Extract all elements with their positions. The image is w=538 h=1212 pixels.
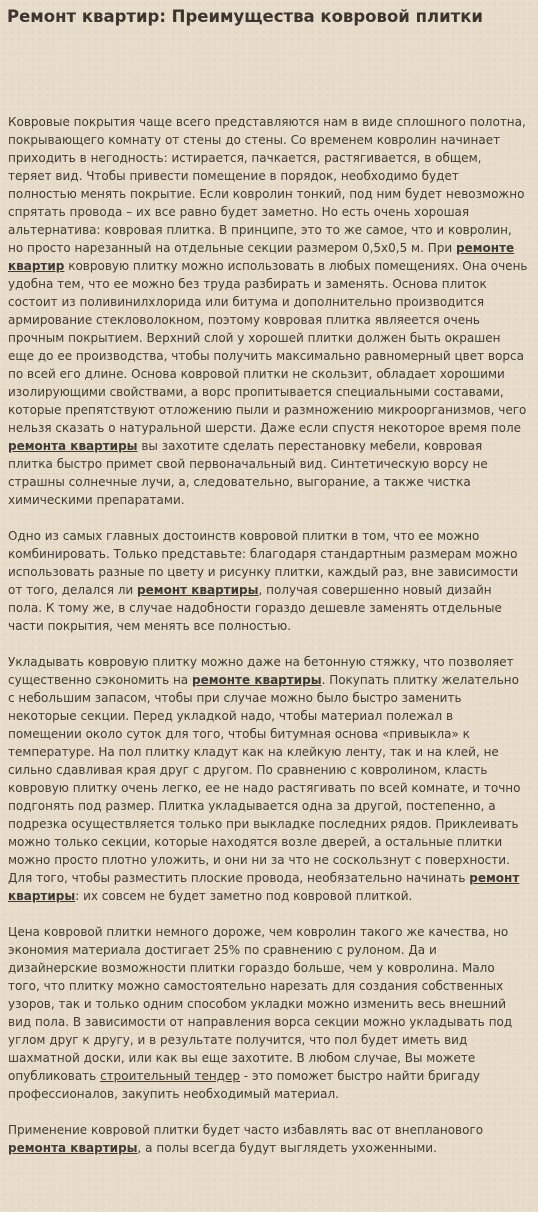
paragraph-4 <box>8 923 528 1103</box>
repair-link[interactable]: ремонта квартиры <box>8 439 138 453</box>
repair-link[interactable]: ремонт квартиры <box>8 871 520 903</box>
paragraph-3 <box>8 653 528 905</box>
paragraph-text: Цена ковровой плитки немного дороже, чем ковролин такого же качества, но экономия материала достигает 25% по сравнению с рулоном. Да и дизайнерские возможности плитки гораздо больше, чем у ковролина. Мало того, что плитку можно самостоятельно нарезать для создания собственных узоров, так и только одним способом укладки можно изменить весь внешний вид пола. В зависимости от направления ворса секции можно укладывать под углом друг к другу, и в результате получится, что пол будет иметь вид шахматной доски, или как вы еще захотите. В любом случае, Вы можете опубликовать <box>8 925 513 1083</box>
paragraph-text: - это поможет быстро найти бригаду профессионалов, закупить необходимый материал. <box>8 1069 480 1101</box>
article-body <box>8 113 528 1175</box>
repair-link[interactable]: ремонте квартиры <box>191 673 322 687</box>
paragraph-text: Одно из самых главных достоинств ковровой плитки в том, что ее можно комбинировать. Только представьте: благодаря стандартным размерам можно использовать разные по цвету и рисунку плитки, каждый раз, вне зависимости от того, делался ли <box>8 529 519 597</box>
repair-link[interactable]: ремонта квартиры <box>8 1141 138 1155</box>
repair-link[interactable]: ремонте квартир <box>8 241 515 273</box>
repair-link[interactable]: ремонт квартиры <box>137 583 259 597</box>
tender-link[interactable]: строительный тендер <box>100 1069 240 1083</box>
paragraph-text: Укладывать ковровую плитку можно даже на бетонную стяжку, что позволяет существенно сэкономить на <box>8 655 514 687</box>
paragraph-text: ковровую плитку можно использовать в любых помещениях. Она очень удобна тем, что ее можно без труда разбирать и заменять. Основа плиток состоит из поливинилхлорида или битума и дополнительно производится армирование стекловолокном, поэтому ковровая плитка являеется очень прочным покрытием. Верхний слой у хорошей плитки должен быть окрашен еще до ее производства, чтобы получить максимально равномерный цвет ворса по всей его длине. Основа ковровой плитки не скользит, обладает хорошими изолирующими свойствами, а ворс пропитывается специальными составами, которые препятствуют отложению пыли и размножению микроорганизмов, чего нельзя сказать о натуральной шерсти. Даже если спустя некоторое время поле <box>8 259 528 435</box>
paragraph-text: Применение ковровой плитки будет часто избавлять вас от внепланового <box>8 1123 484 1137</box>
paragraph-text: . Покупать плитку желательно с небольшим запасом, чтобы при случае можно было быстро заменить некоторые секции. Перед укладкой надо, чтобы материал полежал в помещении около суток для того, чтобы битумная основа «привыкла» к температуре. На пол плитку кладут как на клейкую ленту, так и на клей, не сильно сдавливая края друг с другом. По сравнению с ковролином, класть ковровую плитку очень легко, ее не надо растягивать по всей комнате, и точно подгонять под размер. Плитка укладывается одна за другой, постепенно, а подрезка осуществляется только при выкладке последних рядов. Приклеивать можно только секции, которые находятся возле дверей, а остальные плитки можно просто плотно уложить, и они ни за что не соскользнут с поверхности. Для того, чтобы разместить плоские провода, необязательно начинать <box>8 673 521 885</box>
paragraph-2 <box>8 527 528 635</box>
paragraph-5 <box>8 1121 528 1157</box>
paragraph-text: вы захотите сделать перестановку мебели, ковровая плитка быстро примет свой первоначальный вид. Синтетическую ворсу не страшны солнечные лучи, а, следовательно, выгорание, а также чистка химическими препаратами. <box>8 439 488 507</box>
paragraph-text: , а полы всегда будут выглядеть ухоженными. <box>137 1141 437 1155</box>
paragraph-text: Ковровые покрытия чаще всего представляются нам в виде сплошного полотна, покрывающего комнату от стены до стены. Со временем ковролин начинает приходить в негодность: истирается, пачкается, растягивается, в общем, теряет вид. Чтобы привести помещение в порядок, необходимо будет полностью менять покрытие. Если ковролин тонкий, под ним будет невозможно спрятать провода – их все равно будет заметно. Но есть очень хорошая альтернатива: ковровая плитка. В принципе, это то же самое, что и ковролин, но просто нарезанный на отдельные секции размером 0,5х0,5 м. При <box>8 115 526 255</box>
paragraph-1 <box>8 113 528 509</box>
paragraph-text: : их совсем не будет заметно под ковровой плиткой. <box>75 889 413 903</box>
paragraph-text: , получая совершенно новый дизайн пола. К тому же, в случае надобности гораздо дешевле заменять отдельные части покрытия, чем менять все полностью. <box>8 583 502 633</box>
article-title: Ремонт квартир: Преимущества ковровой плитки <box>7 7 483 26</box>
